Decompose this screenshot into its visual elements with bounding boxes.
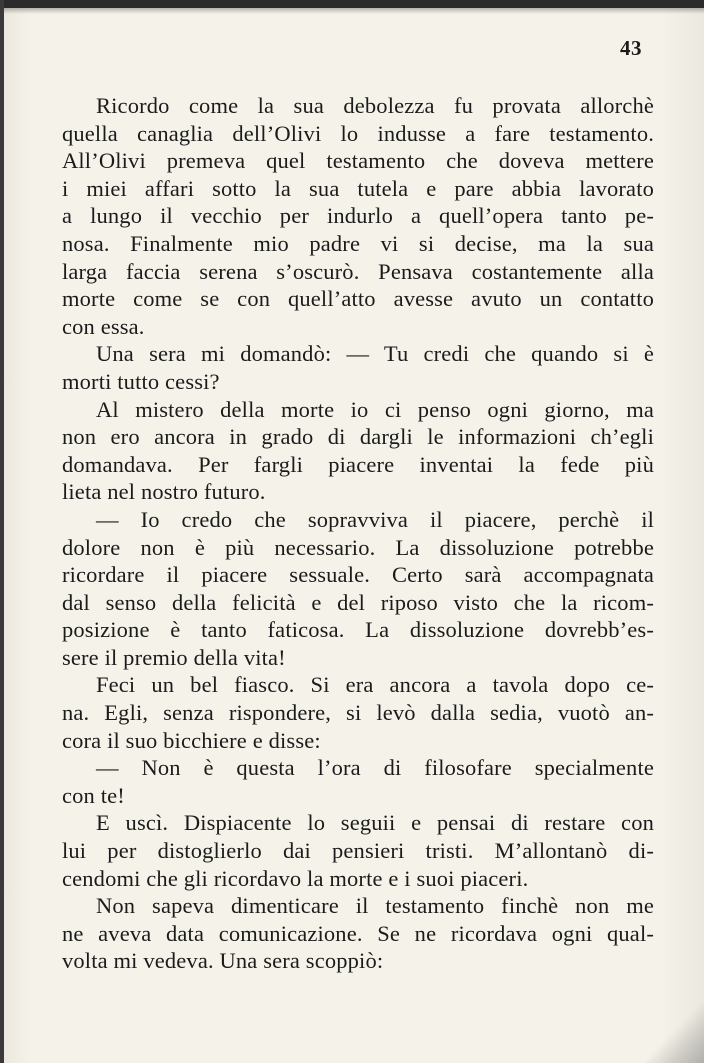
page-top-fade <box>0 8 704 14</box>
text-line: lieta nel nostro futuro. <box>62 479 266 505</box>
text-line: Una sera mi domandò: — Tu credi che quando si è <box>96 341 654 367</box>
text-line: domandava. Per fargli piacere inventai la fede più <box>62 451 654 477</box>
text-line: quella canaglia dell’Olivi lo indusse a fare testamento. <box>62 120 654 146</box>
text-line: volta mi vedeva. Una sera scoppiò: <box>62 948 384 974</box>
body-text <box>62 92 654 975</box>
text-line: All’Olivi premeva quel testamento che doveva mettere <box>62 148 654 174</box>
text-line: dal senso della felicità e del riposo visto che la ricom- <box>62 589 654 615</box>
text-line: non ero ancora in grado di dargli le informazioni ch’egli <box>62 424 654 450</box>
text-line: nosa. Finalmente mio padre vi si decise, ma la sua <box>62 230 654 256</box>
text-line: sere il premio della vita! <box>62 644 286 670</box>
text-line: morte come se con quell’atto avesse avuto un contatto <box>62 286 654 312</box>
text-line: Feci un bel fiasco. Si era ancora a tavola dopo ce- <box>96 672 654 698</box>
text-line: Non sapeva dimenticare il testamento finchè non me <box>96 893 654 919</box>
text-line: lui per distoglierlo dai pensieri tristi. M’allontanò di- <box>62 838 654 864</box>
text-line: con te! <box>62 782 125 808</box>
text-line: E uscì. Dispiacente lo seguii e pensai di restare con <box>96 810 654 836</box>
text-line: morti tutto cessi? <box>62 368 220 394</box>
text-line: cora il suo bicchiere e disse: <box>62 727 321 753</box>
text-line: a lungo il vecchio per indurlo a quell’opera tanto pe- <box>62 203 654 229</box>
page-corner-fold <box>644 983 704 1063</box>
text-line: i miei affari sotto la sua tutela e pare abbia lavorato <box>62 175 654 201</box>
page-left-edge <box>0 0 4 1063</box>
text-line: dolore non è più necessario. La dissoluzione potrebbe <box>62 534 654 560</box>
text-line: Al mistero della morte io ci penso ogni giorno, ma <box>96 396 654 422</box>
page-number: 43 <box>620 36 642 60</box>
text-line: Ricordo come la sua debolezza fu provata allorchè <box>96 93 654 118</box>
text-line: — Io credo che sopravviva il piacere, perchè il <box>96 506 654 532</box>
text-line: con essa. <box>62 313 145 339</box>
text-line: na. Egli, senza rispondere, si levò dalla sedia, vuotò an- <box>62 700 654 726</box>
page-top-shadow <box>0 0 704 8</box>
text-line: ne aveva data comunicazione. Se ne ricordava ogni qual- <box>62 920 654 946</box>
text-line: larga faccia serena s’oscurò. Pensava costantemente alla <box>62 258 654 284</box>
text-line: posizione è tanto faticosa. La dissoluzione dovrebb’es- <box>62 617 654 643</box>
text-line: cendomi che gli ricordavo la morte e i suoi piaceri. <box>62 865 529 891</box>
text-line: ricordare il piacere sessuale. Certo sarà accompagnata <box>62 562 654 588</box>
text-line: — Non è questa l’ora di filosofare specialmente <box>96 755 654 781</box>
